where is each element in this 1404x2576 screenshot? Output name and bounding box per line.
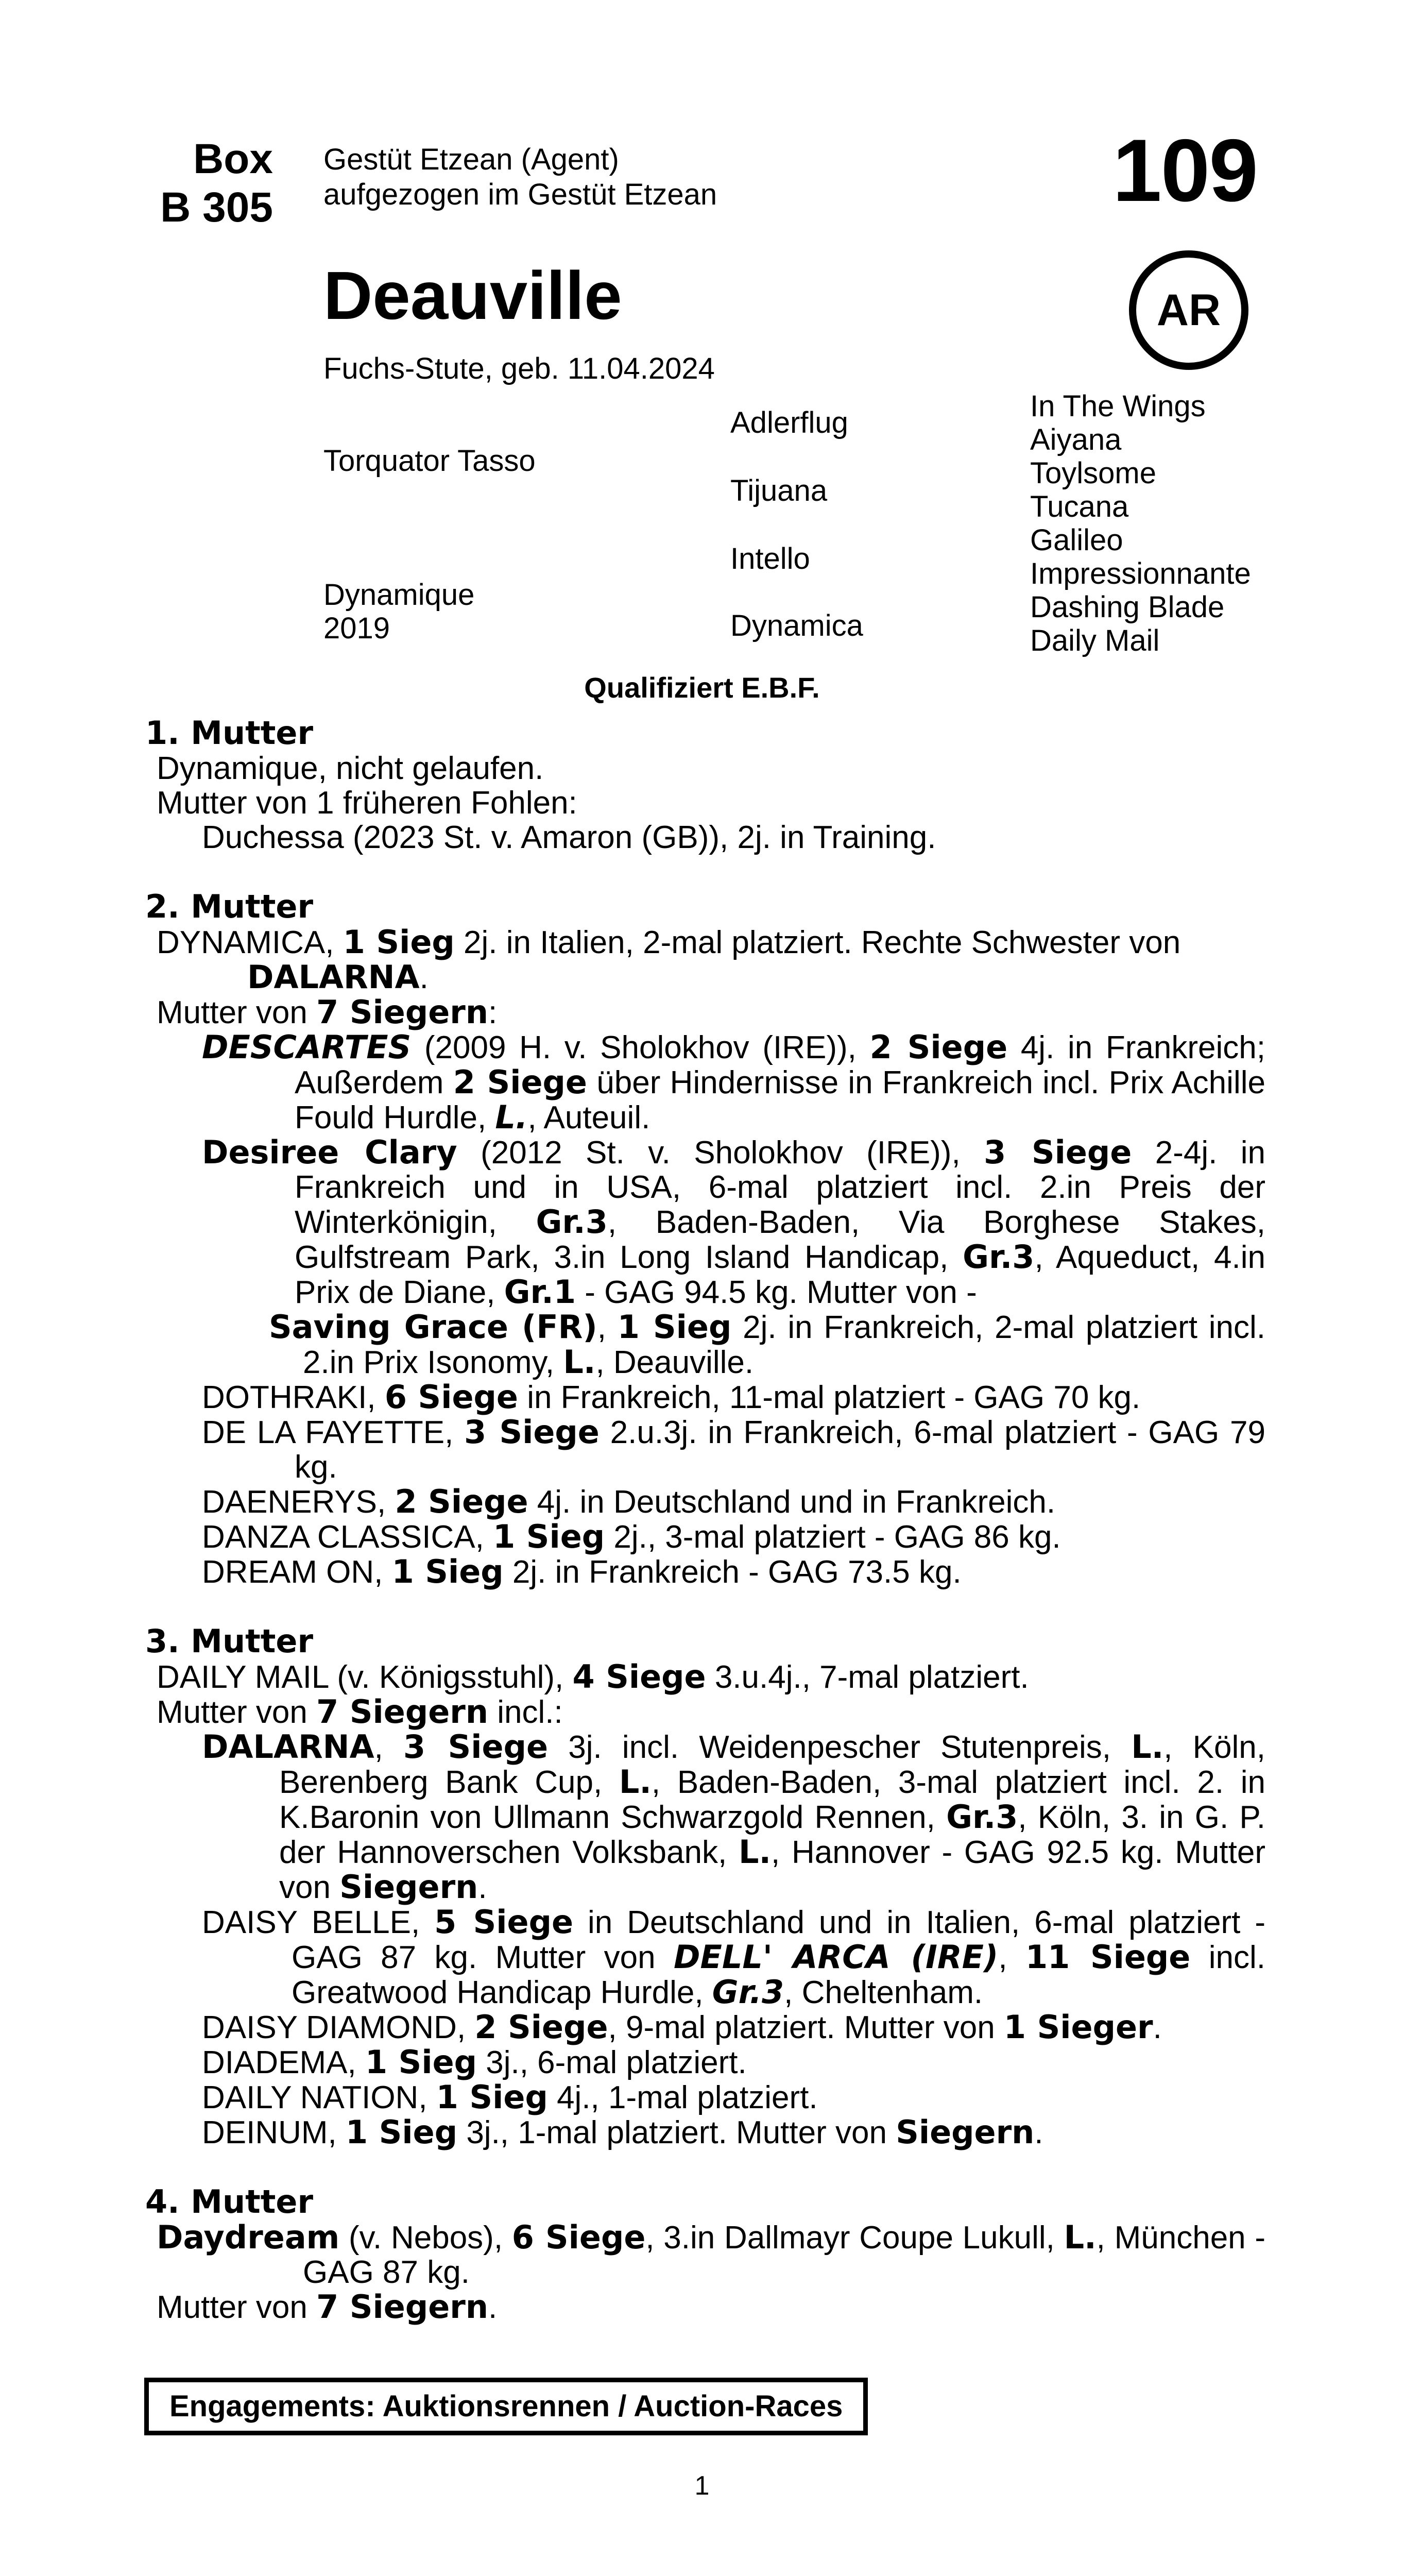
page-number: 1 — [694, 2471, 710, 2501]
box-line-1: Box — [193, 135, 273, 182]
raised-line: aufgezogen im Gestüt Etzean — [323, 178, 717, 211]
pedigree-gp-3: Intello — [730, 542, 810, 575]
pedigree-ggp-4: Tucana — [1030, 490, 1129, 523]
heading-2-mutter: 2. Mutter — [145, 888, 314, 925]
m2-entry-de-la-fayette: DE LA FAYETTE, 3 Siege 2.u.3j. in Frankreich, 6-mal platziert - GAG 79 kg. — [202, 1413, 1265, 1485]
pedigree-sire: Torquator Tasso — [323, 444, 536, 478]
m1-line-3: Duchessa (2023 St. v. Amaron (GB)), 2j. in Training. — [202, 820, 936, 855]
pedigree-ggp-6: Impressionnante — [1030, 557, 1251, 590]
m3-entry-deinum: DEINUM, 1 Sieg 3j., 1-mal platziert. Mutter von Siegern. — [202, 2113, 1043, 2151]
dam-line-content — [145, 715, 1265, 2325]
engagements-box: Engagements: Auktionsrennen / Auction-Races — [144, 2378, 868, 2435]
heading-3-mutter: 3. Mutter — [145, 1622, 314, 1660]
pedigree-ggp-8: Daily Mail — [1030, 624, 1160, 657]
ar-badge: AR — [1129, 250, 1248, 370]
m3-entry-daily-nation: DAILY NATION, 1 Sieg 4j., 1-mal platziert. — [202, 2078, 818, 2116]
pedigree-ggp-2: Aiyana — [1030, 423, 1122, 456]
qualification: Qualifiziert E.B.F. — [584, 671, 820, 704]
m2-entry-saving-grace: Saving Grace (FR), 1 Sieg 2j. in Frankreich, 2-mal platziert incl. 2.in Prix Isonomy, L., Deauville. — [269, 1308, 1266, 1381]
m4-mother-of: Mutter von 7 Siegern. — [157, 2288, 498, 2326]
m2-dam-entry: DYNAMICA, 1 Sieg 2j. in Italien, 2-mal platziert. Rechte Schwester von DALARNA. — [157, 923, 1181, 996]
horse-description: Fuchs-Stute, geb. 11.04.2024 — [323, 352, 715, 385]
m2-entry-desiree-clary: Desiree Clary (2012 St. v. Sholokhov (IRE)), 3 Siege 2-4j. in Frankreich und in USA, 6-mal platziert incl. 2.in Preis der Winterkönigin, Gr.3, Baden-Baden, Via Borghese Stakes, Gulfstream Park, 3.in Long Island Handicap, Gr.3, Aqueduct, 4.in Prix de Diane, Gr.1 - GAG 94.5 kg. Mutter von - — [202, 1133, 1266, 1311]
m2-entry-daenerys: DAENERYS, 2 Siege 4j. in Deutschland und in Frankreich. — [202, 1483, 1056, 1520]
m1-line-1: Dynamique, nicht gelaufen. — [157, 751, 544, 786]
breeder-info — [323, 142, 717, 212]
pedigree-dam — [323, 578, 474, 645]
dam-name: Dynamique — [323, 578, 475, 612]
m2-entry-dream-on: DREAM ON, 1 Sieg 2j. in Frankreich - GAG 73.5 kg. — [202, 1553, 962, 1590]
box-line-2: B 305 — [160, 184, 273, 231]
heading-1-mutter: 1. Mutter — [145, 714, 314, 752]
pedigree-ggp-5: Galileo — [1030, 523, 1123, 557]
horse-name: Deauville — [323, 258, 622, 333]
dam-year: 2019 — [323, 612, 390, 645]
m2-entry-descartes: DESCARTES (2009 H. v. Sholokhov (IRE)), 2 Siege 4j. in Frankreich; Außerdem 2 Siege über Hindernisse in Frankreich incl. Prix Achille Fould Hurdle, L., Auteuil. — [202, 1028, 1265, 1136]
pedigree-gp-2: Tijuana — [730, 474, 828, 507]
heading-4-mutter: 4. Mutter — [145, 2183, 314, 2221]
agent-line: Gestüt Etzean (Agent) — [323, 143, 619, 176]
m3-entry-daisy-belle: DAISY BELLE, 5 Siege in Deutschland und in Italien, 6-mal platziert - GAG 87 kg. Mutter von DELL' ARCA (IRE), 11 Siege incl. Greatwood Handicap Hurdle, Gr.3, Cheltenham. — [202, 1903, 1265, 2011]
pedigree-great-grandparents — [1030, 389, 1251, 657]
m3-entry-dalarna: DALARNA, 3 Siege 3j. incl. Weidenpescher Stutenpreis, L., Köln, Berenberg Bank Cup, L., Baden-Baden, 3-mal platziert incl. 2. in K.Baronin von Ullmann Schwarzgold Rennen, Gr.3, Köln, 3. in G. P. der Hannoverschen Volksbank, L., Hannover - GAG 92.5 kg. Mutter von Siegern. — [202, 1728, 1265, 1906]
lot-number: 109 — [1112, 121, 1257, 220]
pedigree-gp-1: Adlerflug — [730, 406, 848, 439]
m3-dam-entry: DAILY MAIL (v. Königsstuhl), 4 Siege 3.u.4j., 7-mal platziert. — [157, 1658, 1029, 1696]
m3-mother-of: Mutter von 7 Siegern incl.: — [157, 1693, 563, 1731]
pedigree-ggp-1: In The Wings — [1030, 389, 1206, 423]
m2-entry-dothraki: DOTHRAKI, 6 Siege in Frankreich, 11-mal platziert - GAG 70 kg. — [202, 1378, 1141, 1416]
m4-dam-entry: Daydream (v. Nebos), 6 Siege, 3.in Dallmayr Coupe Lukull, L., München - GAG 87 kg. — [157, 2218, 1266, 2290]
pedigree-ggp-3: Toylsome — [1030, 456, 1156, 490]
m3-entry-daisy-diamond: DAISY DIAMOND, 2 Siege, 9-mal platziert. Mutter von 1 Sieger. — [202, 2008, 1162, 2046]
m3-entry-diadema: DIADEMA, 1 Sieg 3j., 6-mal platziert. — [202, 2043, 747, 2081]
box-label — [160, 135, 273, 232]
m2-mother-of: Mutter von 7 Siegern: — [157, 993, 498, 1031]
pedigree-ggp-7: Dashing Blade — [1030, 590, 1225, 624]
pedigree-gp-4: Dynamica — [730, 609, 863, 642]
m2-entry-danza-classica: DANZA CLASSICA, 1 Sieg 2j., 3-mal platziert - GAG 86 kg. — [202, 1518, 1061, 1555]
m1-line-2: Mutter von 1 früheren Fohlen: — [157, 785, 577, 821]
